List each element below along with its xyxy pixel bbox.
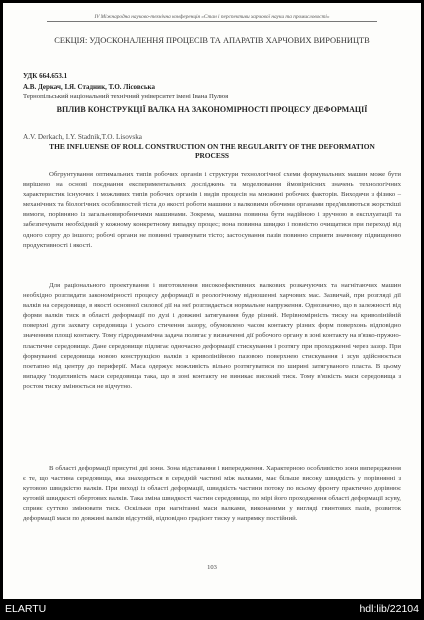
repository-footer <box>0 599 424 620</box>
authors-english: A.V. Derkach, I.Y. Stadnik,T.O. Lisovska <box>23 133 142 141</box>
udc-code: УДК 664.653.1 <box>23 72 68 80</box>
document-page <box>3 3 421 599</box>
section-heading: СЕКЦІЯ: УДОСКОНАЛЕННЯ ПРОЦЕСІВ ТА АПАРАТІВ ХАРЧОВИХ ВИРОБНИЦТВ <box>54 36 370 45</box>
conference-header: IV Міжнародна науково-технічна конференція «Стан і перспективи харчової науки та промисловості» <box>47 14 377 22</box>
handle-id: hdl:lib/22104 <box>359 603 419 615</box>
body-paragraph: В області деформації присутні дві зони. Зона відставання і випередження. Характерною особливістю зони випередження є те, що частина середовища, яка знаходиться в середній частині між валками, має більше високу швидкість у порівнянні з кутовою швидкістю валків. При виході із області деформації, швидкість частини потоку по всьому фронту практично дорівнює кутовій швидкості обертових валків. Така зміна швидкості частин середовища, по мірі його проходження області деформації зсуву, сприяє суттєво змінювати тиск. Оскільки при нагнітанні маси валками, виконаними у вигляді гвинтових пазів, розвиток деформації маси по довжині валків відсутній, відповідно градієнт тиску у напрямку постійний. <box>23 465 401 523</box>
authors-ukrainian: А.В. Деркач, І.Я. Стадник, Т.О. Лісовська <box>23 83 155 91</box>
affiliation: Тернопільський національний технічний університет імені Івана Пулюя <box>23 93 229 100</box>
title-english: THE INFLUENSE OF ROLL CONSTRUCTION ON THE REGULARITY OF THE DEFORMATION PROCESS <box>49 142 375 160</box>
body-paragraph: Обгрунтування оптимальних типів робочих органів і структури технологічної схеми формувальних машин може бути вирішено на основі поєднання експериментальних досліджень та моделювання ймовірнісних значень технологічних характеристик існуючих і можливих типів робочих органів і видів процесів на множині робочих факторів. Виходячи з фізико – механічних та біологічних особливостей тіста до якості роботи машини з валковими обочими органами пред'являються жорсткіші вимоги, порівняно із загальновиробничими машинами. Зокрема, машина повинна бути надійною і зручною в експлуатації та забезпечувати необхідний у кожному конкретному випадку процес; вона повинна швидко і повністю очищатися при переході від одного сорту до іншого; робочі органи не повинні травмувати тісто; застосування пазів повинно сприяти значному підвищенню продуктивності і якості. <box>23 171 401 249</box>
title-ukrainian: ВПЛИВ КОНСТРУКЦІЇ ВАЛКА НА ЗАКОНОМІРНОСТІ ПРОЦЕСУ ДЕФОРМАЦІЇ <box>56 105 368 114</box>
body-paragraph: Для раціонального проектування і виготовлення високоефективних валкових розкачуючих та нагнітаючих машин необхідно розглядати закономірності процесу деформації в реологічному відношенні харчових мас. Зазвичай, при розгляді дії валків на середовище, в якості основної силової дії на неї розглядається нормальне напруження. Однозначно, що в залежності від форми валків тиск в області деформації по дузі і довжині затягування буде різний. Нерівномірність тиску на криволінійній поверхні дуги захвату середовища і усього стичення зазору, обумовлено часом контакту різних форм поверхонь відповідно значенням площі контакту. Тому гідродинамічна задача полягає у визначенні дії робочого органу в зоні контакту на в'язко-пружно-пластичне середовище. Дане середовище підлягає одночасно деформації стискування і розтягу при проходженні через зазор. При формуванні середовища новою конструкцією валків з криволінійною пазовою поверхнею стискування і зсув здійснюється поетапно від центру до периферії. Маса одержує можливість вільно розтягуватися по ширині затягуваного пласта. В цьому випадку 'податливість маси середовища така, що в зоні контакту не виникає високий тиск. Тому в'язкість маси середовища з ростом тиску змінюється не відчутно. <box>23 282 401 390</box>
repository-name: ELARTU <box>5 603 47 615</box>
page-number: 103 <box>207 564 217 571</box>
